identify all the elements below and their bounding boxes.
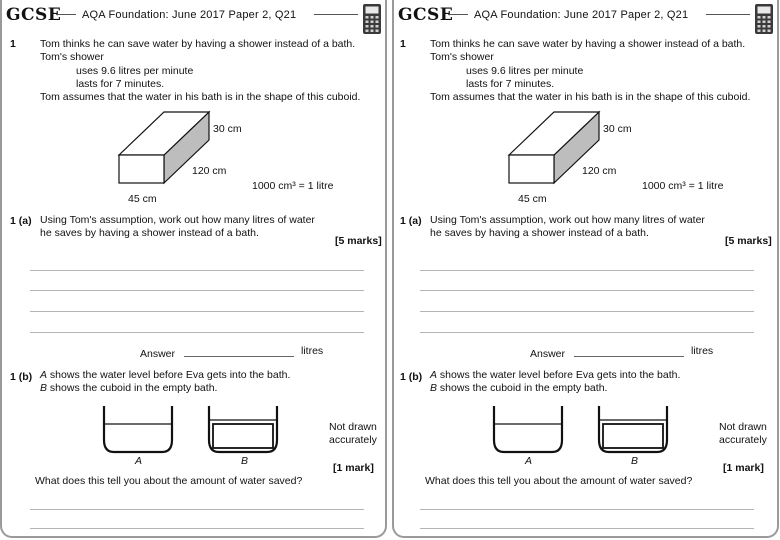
working-line[interactable] [30, 311, 364, 312]
intro-text: Tom thinks he can save water by having a shower instead of a bath. [430, 38, 746, 50]
part-a-label: 1 (a) [10, 215, 32, 227]
not-drawn-note: Not drawn [329, 421, 377, 433]
assumption-text: Tom assumes that the water in his bath is in the shape of this cuboid. [40, 91, 361, 103]
intro-shower: Tom's shower [40, 51, 104, 63]
answer-line[interactable] [30, 509, 364, 510]
working-line[interactable] [420, 290, 754, 291]
answer-field[interactable] [184, 356, 294, 357]
part-a-text-2: he saves by having a shower instead of a bath. [40, 227, 259, 239]
working-line[interactable] [420, 270, 754, 271]
answer-label: Answer [140, 348, 176, 360]
not-drawn-note: Not drawn [719, 421, 767, 433]
question-number: 1 [400, 38, 406, 50]
conversion-note: 1000 cm³ = 1 litre [642, 180, 724, 192]
working-line[interactable] [30, 332, 364, 333]
shower-rate: uses 9.6 litres per minute [76, 65, 194, 77]
answer-unit: litres [691, 345, 714, 357]
shower-time: lasts for 7 minutes. [466, 78, 555, 90]
calculator-icon [362, 3, 382, 35]
gcse-logo: GCSE [6, 5, 62, 25]
conversion-note: 1000 cm³ = 1 litre [252, 180, 334, 192]
cuboid-height-label: 30 cm [603, 123, 632, 135]
page-title: AQA Foundation: June 2017 Paper 2, Q21 [474, 9, 689, 21]
answer-field[interactable] [574, 356, 684, 357]
bath-b-label: B [631, 455, 639, 467]
bath-a-diagram [492, 404, 564, 454]
working-line[interactable] [420, 311, 754, 312]
part-b-label: 1 (b) [10, 371, 33, 383]
shower-time: lasts for 7 minutes. [76, 78, 165, 90]
part-b-text-2: B shows the cuboid in the empty bath. [40, 382, 218, 394]
title-rule-right [314, 14, 358, 15]
worksheet-card-right [392, 0, 779, 538]
part-a-text-2: he saves by having a shower instead of a bath. [430, 227, 649, 239]
working-line[interactable] [30, 290, 364, 291]
page-title: AQA Foundation: June 2017 Paper 2, Q21 [82, 9, 297, 21]
working-line[interactable] [420, 332, 754, 333]
bath-b-label: B [241, 455, 249, 467]
calculator-icon [754, 3, 774, 35]
cuboid-width-label: 45 cm [128, 193, 157, 205]
gcse-logo: GCSE [398, 5, 454, 25]
part-b-question: What does this tell you about the amount of water saved? [425, 475, 693, 487]
intro-shower: Tom's shower [430, 51, 494, 63]
assumption-text: Tom assumes that the water in his bath is in the shape of this cuboid. [430, 91, 751, 103]
title-rule-left [448, 14, 468, 15]
not-drawn-note-2: accurately [719, 434, 767, 446]
not-drawn-note-2: accurately [329, 434, 377, 446]
answer-line[interactable] [420, 528, 754, 529]
part-b-label: 1 (b) [400, 371, 423, 383]
bath-b-diagram [207, 404, 279, 454]
intro-text: Tom thinks he can save water by having a shower instead of a bath. [40, 38, 356, 50]
part-b-marks: [1 mark] [333, 462, 374, 474]
working-line[interactable] [30, 270, 364, 271]
part-a-label: 1 (a) [400, 215, 422, 227]
answer-unit: litres [301, 345, 324, 357]
cuboid-length-label: 120 cm [582, 165, 617, 177]
part-b-text-2: B shows the cuboid in the empty bath. [430, 382, 608, 394]
cuboid-width-label: 45 cm [518, 193, 547, 205]
part-b-marks: [1 mark] [723, 462, 764, 474]
title-rule-right [706, 14, 750, 15]
answer-line[interactable] [30, 528, 364, 529]
shower-rate: uses 9.6 litres per minute [466, 65, 584, 77]
part-a-text: Using Tom's assumption, work out how many litres of water [430, 214, 705, 226]
cuboid-height-label: 30 cm [213, 123, 242, 135]
part-b-question: What does this tell you about the amount of water saved? [35, 475, 303, 487]
answer-label: Answer [530, 348, 566, 360]
cuboid-length-label: 120 cm [192, 165, 227, 177]
title-rule-left [56, 14, 76, 15]
part-a-marks: [5 marks] [335, 235, 382, 247]
bath-a-label: A [525, 455, 533, 467]
worksheet-card-left [0, 0, 387, 538]
answer-line[interactable] [420, 509, 754, 510]
bath-b-diagram [597, 404, 669, 454]
part-a-text: Using Tom's assumption, work out how many litres of water [40, 214, 315, 226]
bath-a-label: A [135, 455, 143, 467]
question-number: 1 [10, 38, 16, 50]
part-b-text: A shows the water level before Eva gets into the bath. [40, 369, 291, 381]
bath-a-diagram [102, 404, 174, 454]
part-b-text: A shows the water level before Eva gets into the bath. [430, 369, 681, 381]
part-a-marks: [5 marks] [725, 235, 772, 247]
